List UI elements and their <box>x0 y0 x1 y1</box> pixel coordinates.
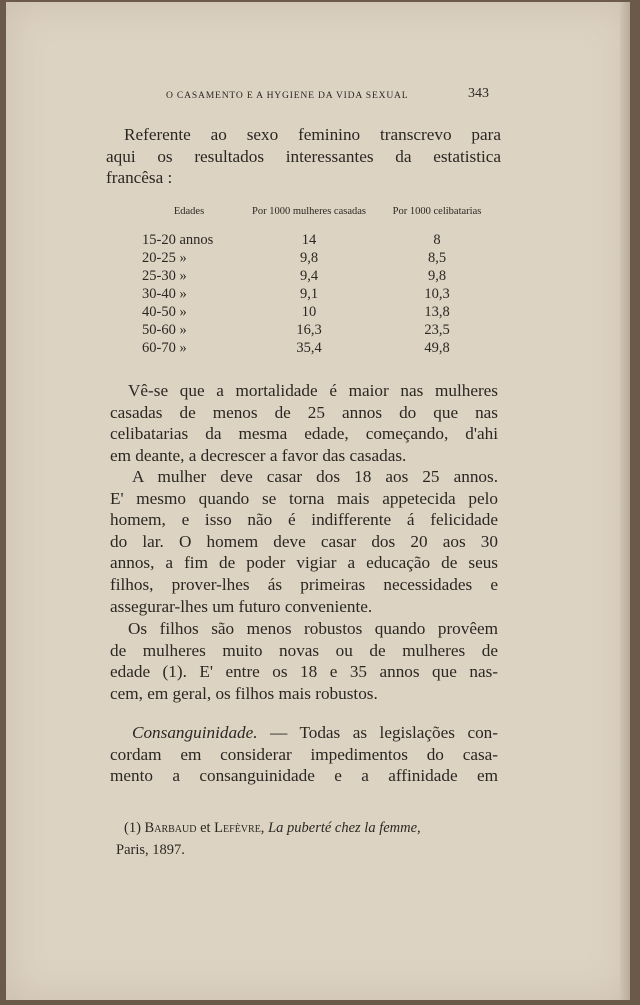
casadas-cell: 9,4 <box>299 268 319 284</box>
celibatarias-cell: 8,5 <box>427 250 447 266</box>
text-line: annos, a fim de poder vigiar a educação de seus <box>110 553 498 573</box>
paragraph-mortalidade <box>110 380 498 466</box>
footnote <box>116 817 506 861</box>
text-line <box>110 722 498 744</box>
text-line: casadas de menos de 25 annos do que nas <box>110 402 498 422</box>
table-row <box>142 303 492 321</box>
celibatarias-cell: 13,8 <box>424 304 450 320</box>
table-row <box>142 321 492 339</box>
text-line: Vê-se que a mortalidade é maior nas mulheres <box>128 381 498 400</box>
paragraph-idade-casamento <box>110 466 498 617</box>
text-line: Os filhos são menos robustos quando provêem <box>128 619 498 638</box>
footnote-marker: (1) <box>124 820 141 836</box>
table-row <box>142 285 492 303</box>
paragraph-filhos <box>110 618 498 704</box>
text-line: francêsa : <box>106 168 173 188</box>
text-line: aqui os resultados interessantes da estatistica <box>106 146 501 166</box>
celibatarias-cell: 9,8 <box>427 268 447 284</box>
text-line: E' mesmo quando se torna mais appetecida pelo <box>110 488 498 508</box>
age-cell: 30-40 » <box>142 286 187 302</box>
table-header-row <box>142 206 492 231</box>
celibatarias-cell: 8 <box>433 232 441 248</box>
text-line: celibatarias da mesma edade, começando, d'ahi <box>110 424 498 444</box>
text-line: edade (1). E' entre os 18 e 35 annos que nas- <box>110 662 498 682</box>
page-number: 343 <box>468 86 489 101</box>
casadas-cell: 10 <box>301 304 317 320</box>
text-line: Referente ao sexo feminino transcrevo para <box>124 125 501 144</box>
mortality-table <box>142 206 492 357</box>
footnote-title: La puberté chez la femme, <box>268 820 421 836</box>
column-header-edades: Edades <box>173 206 205 217</box>
column-header-celibatarias: Por 1000 celibatarias <box>392 206 482 217</box>
text-line: cem, em geral, os filhos mais robustos. <box>110 683 378 703</box>
page-spine <box>620 2 630 1000</box>
footnote-author: Barbaud <box>144 820 197 836</box>
paragraph-consanguinidade <box>110 722 498 787</box>
table-row <box>142 231 492 249</box>
text-line: do lar. O homem deve casar dos 20 aos 30 <box>110 531 498 551</box>
casadas-cell: 9,1 <box>299 286 319 302</box>
casadas-cell: 35,4 <box>296 340 322 356</box>
casadas-cell: 14 <box>301 232 317 248</box>
book-page <box>6 2 630 1000</box>
age-cell: 25-30 » <box>142 268 187 284</box>
text-line: mento a consanguinidade e a affinidade em <box>110 766 498 786</box>
table-row <box>142 267 492 285</box>
text-line: de mulheres muito novas ou de mulheres de <box>110 640 498 660</box>
footnote-conjunction: et <box>200 820 211 836</box>
column-header-casadas: Por 1000 mulheres casadas <box>251 206 366 217</box>
section-heading: Consanguinidade. <box>132 723 258 742</box>
footnote-line: Paris, 1897. <box>116 842 185 858</box>
age-cell: 15-20 annos <box>142 232 214 248</box>
text-line: filhos, prover-lhes ás primeiras necessidades e <box>110 574 498 594</box>
text-line: assegurar-lhes um futuro conveniente. <box>110 596 373 616</box>
age-cell: 50-60 » <box>142 322 187 338</box>
celibatarias-cell: 23,5 <box>424 322 450 338</box>
age-cell: 40-50 » <box>142 304 187 320</box>
footnote-line <box>116 817 506 839</box>
age-cell: 60-70 » <box>142 340 187 356</box>
running-header: O CASAMENTO E A HYGIENE DA VIDA SEXUAL <box>166 90 409 101</box>
text-line: homem, e isso não é indifferente á felicidade <box>110 510 498 530</box>
casadas-cell: 16,3 <box>296 322 322 338</box>
age-cell: 20-25 » <box>142 250 187 266</box>
footnote-author: Lefèvre, <box>214 820 265 836</box>
table-row <box>142 249 492 267</box>
celibatarias-cell: 10,3 <box>424 286 450 302</box>
table-row <box>142 339 492 357</box>
text-line: A mulher deve casar dos 18 aos 25 annos. <box>132 467 498 486</box>
text-fragment: — Todas as legislações con- <box>257 723 498 742</box>
text-line: cordam em considerar impedimentos do casa- <box>110 744 498 764</box>
text-line: em deante, a decrescer a favor das casadas. <box>110 445 407 465</box>
intro-paragraph <box>106 124 501 189</box>
celibatarias-cell: 49,8 <box>424 340 450 356</box>
casadas-cell: 9,8 <box>299 250 319 266</box>
